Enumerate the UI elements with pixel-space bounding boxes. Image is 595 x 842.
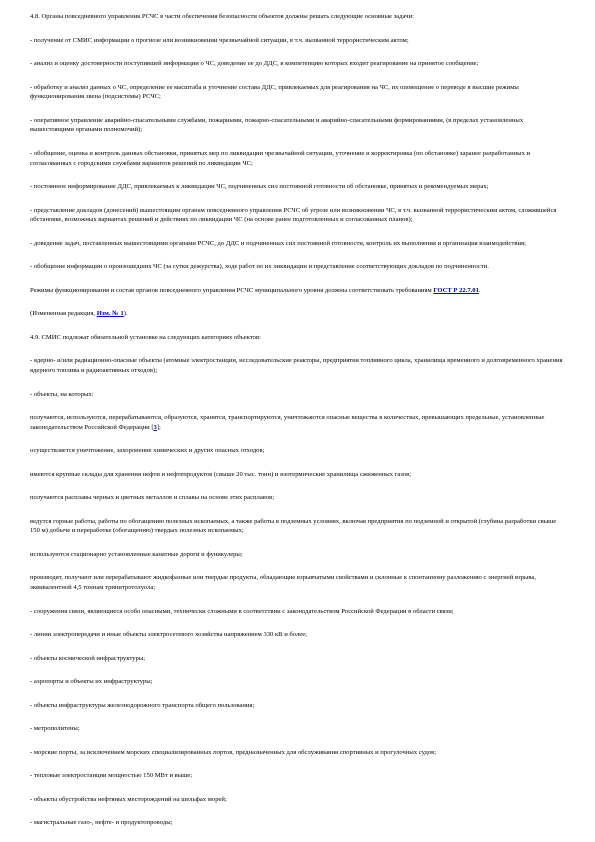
paragraph-text: имеются крупные склады для хранения нефти и нефтепродуктов (свыше 20 тыс. тонн) и изотермические хранилища сжиженных газов; — [30, 470, 412, 478]
list-item — [30, 390, 565, 400]
list-item — [30, 446, 565, 456]
paragraph-text-after: . — [478, 286, 481, 294]
paragraph-text: - морские порты, за исключением морских специализированных портов, предназначенных для обслуживания спортивных и прогулочных судов; — [30, 748, 437, 756]
list-item — [30, 607, 565, 617]
paragraph-text: - анализ и оценку достоверности поступившей информации о ЧС, доведение ее до ДДС, в компетенцию которых входит реагирование на принятое сообщение; — [30, 60, 479, 67]
paragraph-text: производят, получают или перерабатывают жидкофазные или твердые продукты, обладающие взрывчатыми свойствами и склонные к спонтанному разложению с энергией взрыва, эквивалентной 4,5 тоннам тринитротолуола; — [30, 574, 536, 592]
paragraph-text: - обработку и анализ данных о ЧС, определение ее масштаба и уточнение состава ДДС, привлекаемых для реагирования на ЧС, их оповещение о переводе в высшие режимы функционирования звена (подсистемы) РСЧС; — [30, 83, 519, 101]
gost-link[interactable]: ГОСТ Р 22.7.01 — [433, 286, 479, 294]
list-item — [30, 517, 565, 536]
paragraph-text-after: ). — [123, 310, 128, 318]
list-item — [30, 550, 565, 560]
paragraph-text: - получение от СМИС информации о прогнозе или возникновении чрезвычайной ситуации, в т.ч. вызванной террористическим актом; — [30, 36, 409, 44]
paragraph-text: - обобщение информации о произошедших ЧС (за сутки дежурства), ходе работ по их ликвидации и представление соответствующих докладов по подчиненности. — [30, 263, 489, 271]
list-item — [30, 630, 565, 640]
list-item — [30, 748, 565, 758]
list-item — [30, 116, 565, 135]
paragraph-text: - линии электропередачи и иные объекты электросетевого хозяйства напряжением 330 кВ и более; — [30, 631, 307, 639]
paragraph-text: - объекты космической инфраструктуры; — [30, 654, 146, 662]
list-item — [30, 573, 565, 592]
list-item — [30, 701, 565, 711]
list-item — [30, 413, 565, 432]
paragraph-text: - представление докладов (донесений) вышестоящим органам повседневного управления РСЧС об угрозе или возникновении ЧС, в т.ч. вызванной террористическим актом, сложившейся обстановке, возможных вариантах решений и действиях по ликвидации ЧС (на основе ранее подготовленных и согласованных планов); — [30, 206, 557, 224]
paragraph-text: - ядерно- и/или радиационно-опасные объекты (атомные электростанции, исследовательские реакторы, предприятия топливного цикла, хранилища временного и долговременного хранения ядерного топлива и радиоактивных отходов); — [30, 357, 563, 375]
paragraph-text: 4.9. СМИС подлежат обязательной установке на следующих категориях объектов: — [30, 333, 261, 341]
amendment-link[interactable]: Изм. № 1 — [96, 310, 124, 318]
list-item — [30, 724, 565, 734]
gost-reference-paragraph — [30, 286, 565, 296]
list-item — [30, 654, 565, 664]
list-item — [30, 795, 565, 805]
paragraph-text: - объекты обустройства нефтяных месторождений на шельфах морей; — [30, 795, 227, 803]
paragraph-text-after: ]; — [156, 423, 161, 431]
paragraph-text: - метрополитены; — [30, 725, 80, 733]
paragraph-text: 4.8. Органы повседневного управления РСЧС в части обеспечения безопасности объектов должны решать следующие основные задачи: — [30, 13, 414, 20]
paragraph-text: - объекты, на которых: — [30, 390, 94, 398]
paragraph-text: получаются расплавы черных и цветных металлов и сплавы на основе этих расплавов; — [30, 494, 275, 502]
list-item — [30, 771, 565, 781]
paragraph-text: осуществляется уничтожение, захоронение химических и других опасных отходов; — [30, 447, 265, 455]
list-item — [30, 206, 565, 225]
paragraph-text: - тепловые электростанции мощностью 150 МВт и выше; — [30, 772, 193, 780]
list-item — [30, 59, 565, 69]
list-item — [30, 493, 565, 503]
paragraph-text: используются стационарно установленные канатные дороги и фуникулеры; — [30, 550, 243, 558]
reference-3-link[interactable]: 3 — [153, 423, 157, 431]
list-item — [30, 239, 565, 249]
paragraph-text: - аэропорты и объекты их инфраструктуры; — [30, 678, 153, 686]
list-item — [30, 818, 565, 828]
paragraph-text: - обобщение, оценка и контроль данных обстановки, принятых мер по ликвидации чрезвычайной ситуации, уточнение и корректировка (по обстановке) заранее разработанных и согласованных с городскими службами вариантов решений по ликвидации ЧС; — [30, 149, 531, 167]
amendment-note — [30, 309, 565, 319]
section-4-8-heading — [30, 12, 565, 22]
paragraph-text: ведутся горные работы, работы по обогащению полезных ископаемых, а также работы в подземных условиях, включая предприятия по подземной и открытой (глубина разработки свыше 150 м) добыче и переработке (обогащению) твердых полезных ископаемых; — [30, 517, 557, 535]
list-item — [30, 470, 565, 480]
paragraph-text: - оперативное управление аварийно-спасательными службами, пожарными, пожарно-спасательными и аварийно-спасательными формированиями, (в пределах установленных вышестоящими органами полномочий); — [30, 116, 524, 134]
list-item — [30, 182, 565, 192]
list-item — [30, 262, 565, 272]
list-item — [30, 356, 565, 375]
section-4-9-heading — [30, 333, 565, 343]
paragraph-text: (Измененная редакция, — [30, 310, 97, 318]
list-item — [30, 149, 565, 168]
list-item — [30, 677, 565, 687]
paragraph-text: - магистральные газо-, нефте- и продуктопроводы; — [30, 819, 173, 827]
list-item — [30, 83, 565, 102]
list-item — [30, 36, 565, 46]
paragraph-text: - объекты инфраструктуры железнодорожного транспорта общего пользования; — [30, 701, 255, 709]
paragraph-text: получаются, используются, перерабатываются, образуются, хранятся, транспортируются, уничтожаются опасные вещества в количествах, превышающих предельные, установленные законодательством Российской Федерации [ — [30, 414, 545, 431]
paragraph-text: Режимы функционирования и состав органов повседневного управления РСЧС муниципального уровня должны соответствовать требованиям — [30, 286, 434, 294]
paragraph-text: - доведение задач, поставленных вышестоящими органами РСЧС, до ДДС и подчиненных сил постоянной готовности, контроль их выполнения и организация взаимодействия; — [30, 239, 526, 247]
paragraph-text: - постоянное информирование ДДС, привлекаемых к ликвидации ЧС, подчиненных сил постоянной готовности об обстановке, принятых и рекомендуемых мерах; — [30, 183, 489, 191]
paragraph-text: - сооружения связи, являющиеся особо опасными, технически сложными в соответствии с законодательством Российской Федерации в области связи; — [30, 607, 454, 615]
